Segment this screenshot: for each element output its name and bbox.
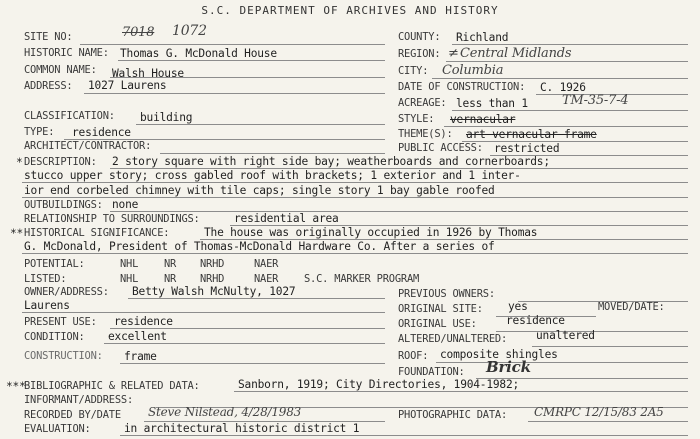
informant-label: INFORMANT/ADDRESS: xyxy=(24,394,134,406)
county-label: COUNTY: xyxy=(398,31,441,43)
common-name-label: COMMON NAME: xyxy=(24,64,97,76)
style-label: STYLE: xyxy=(398,113,435,125)
photographic-rule xyxy=(528,421,688,422)
bibliographic-rule xyxy=(234,391,688,392)
significance-rule-2 xyxy=(22,253,688,254)
potential-nhl: NHL xyxy=(120,258,139,270)
present-use-value: residence xyxy=(114,315,173,328)
acreage-rule xyxy=(452,110,688,111)
themes-value: art vernacular frame xyxy=(466,128,597,141)
condition-label: CONDITION: xyxy=(24,331,85,343)
style-value: vernacular xyxy=(450,113,516,126)
moved-date-label: MOVED/DATE: xyxy=(598,301,665,313)
altered-label: ALTERED/UNALTERED: xyxy=(398,333,508,345)
region-rule xyxy=(446,61,688,62)
foundation-value: Brick xyxy=(486,358,531,376)
altered-rule xyxy=(532,346,688,347)
city-label: CITY: xyxy=(398,65,429,77)
historic-name-label: HISTORIC NAME: xyxy=(24,47,109,59)
potential-naer: NAER xyxy=(254,258,279,270)
description-mark: * xyxy=(16,156,23,169)
city-value: Columbia xyxy=(442,63,504,78)
potential-nrhd: NRHD xyxy=(200,258,225,270)
significance-mark: ** xyxy=(10,227,24,240)
description-line-2: stucco upper story; cross gabled roof with brackets; 1 exterior and 1 inter- xyxy=(24,169,521,182)
architect-rule xyxy=(160,153,385,154)
bibliographic-mark: *** xyxy=(6,380,26,393)
recorded-by-label: RECORDED BY/DATE xyxy=(24,409,121,421)
potential-label: POTENTIAL: xyxy=(24,258,85,270)
photographic-label: PHOTOGRAPHIC DATA: xyxy=(398,409,508,421)
acreage-note: TM-35-7-4 xyxy=(562,93,629,108)
site-no-rule xyxy=(80,44,385,45)
construction-value: frame xyxy=(124,350,157,363)
condition-rule xyxy=(104,343,385,344)
architect-label: ARCHITECT/CONTRACTOR: xyxy=(24,140,152,152)
significance-line-2: G. McDonald, President of Thomas-McDonald Hardware Co. After a series of xyxy=(24,240,495,253)
roof-value: composite shingles xyxy=(440,348,558,361)
relationship-label: RELATIONSHIP TO SURROUNDINGS: xyxy=(24,213,200,225)
classification-rule xyxy=(136,124,385,125)
outbuildings-label: OUTBUILDINGS: xyxy=(24,199,103,211)
listed-label: LISTED: xyxy=(24,273,67,285)
present-use-rule xyxy=(110,328,385,329)
common-name-value: Walsh House xyxy=(112,67,184,80)
owner-rule-1 xyxy=(128,298,385,299)
original-use-label: ORIGINAL USE: xyxy=(398,318,477,330)
description-line-3: ior end corbeled chimney with tile caps; single story 1 bay gable roofed xyxy=(24,184,495,197)
listed-marker-program: S.C. MARKER PROGRAM xyxy=(304,273,420,285)
listed-nr: NR xyxy=(164,273,177,285)
original-site-label: ORIGINAL SITE: xyxy=(398,303,483,315)
evaluation-rule xyxy=(120,435,688,436)
original-site-value: yes xyxy=(508,300,528,313)
historic-name-rule xyxy=(118,60,385,61)
photographic-value: CMRPC 12/15/83 2A5 xyxy=(534,405,664,419)
county-rule xyxy=(452,44,688,45)
roof-rule xyxy=(436,362,688,363)
outbuildings-rule xyxy=(110,211,688,212)
classification-label: CLASSIFICATION: xyxy=(24,110,115,122)
address-label: ADDRESS: xyxy=(24,80,73,92)
description-label: DESCRIPTION: xyxy=(24,156,97,168)
bibliographic-label: BIBLIOGRAPHIC & RELATED DATA: xyxy=(24,380,200,392)
public-access-label: PUBLIC ACCESS: xyxy=(398,142,483,154)
region-label: REGION: xyxy=(398,48,441,60)
evaluation-label: EVALUATION: xyxy=(24,423,91,435)
owner-value: Betty Walsh McNulty, 1027 xyxy=(132,285,296,298)
relationship-value: residential area xyxy=(234,212,339,225)
historic-name-value: Thomas G. McDonald House xyxy=(120,47,277,60)
region-mark: ≠ xyxy=(448,46,459,61)
description-rule-2 xyxy=(22,182,688,183)
acreage-value: less than 1 xyxy=(456,97,528,110)
type-label: TYPE: xyxy=(24,126,55,138)
potential-nr: NR xyxy=(164,258,177,270)
roof-label: ROOF: xyxy=(398,350,429,362)
owner-value-2: Laurens xyxy=(24,299,70,312)
type-value: residence xyxy=(72,126,131,139)
outbuildings-value: none xyxy=(112,198,139,211)
public-access-value: restricted xyxy=(494,142,560,155)
city-rule xyxy=(432,78,688,79)
listed-nhl: NHL xyxy=(120,273,139,285)
recorded-by-value: Steve Nilstead, 4/28/1983 xyxy=(148,405,302,419)
common-name-rule xyxy=(110,77,385,78)
construction-label: CONSTRUCTION: xyxy=(24,350,103,362)
region-value: Central Midlands xyxy=(460,46,572,61)
evaluation-value: in architectural historic district 1 xyxy=(124,422,360,435)
themes-label: THEME(S): xyxy=(398,128,453,140)
significance-label: HISTORICAL SIGNIFICANCE: xyxy=(24,227,170,239)
description-line-1: 2 story square with right side bay; weatherboards and cornerboards; xyxy=(112,155,550,168)
owner-label: OWNER/ADDRESS: xyxy=(24,286,109,298)
site-no-value: 1072 xyxy=(172,23,207,39)
present-use-label: PRESENT USE: xyxy=(24,316,97,328)
bibliographic-value: Sanborn, 1919; City Directories, 1904-1982; xyxy=(238,378,520,391)
date-of-construction-value: C. 1926 xyxy=(540,81,586,94)
address-rule xyxy=(84,93,385,94)
site-no-label: SITE NO: xyxy=(24,31,73,43)
style-rule xyxy=(444,126,688,127)
original-use-value: residence xyxy=(506,314,565,327)
foundation-label: FOUNDATION: xyxy=(398,366,465,378)
county-value: Richland xyxy=(456,31,509,44)
construction-rule xyxy=(120,363,385,364)
significance-line-1: The house was originally occupied in 1926 by Thomas xyxy=(204,226,538,239)
site-no-crossed: 7018 xyxy=(122,25,155,40)
owner-rule-2 xyxy=(22,312,385,313)
address-value: 1027 Laurens xyxy=(88,79,167,92)
date-of-construction-label: DATE OF CONSTRUCTION: xyxy=(398,81,526,93)
listed-naer: NAER xyxy=(254,273,279,285)
condition-value: excellent xyxy=(108,330,167,343)
listed-nrhd: NRHD xyxy=(200,273,225,285)
previous-owners-label: PREVIOUS OWNERS: xyxy=(398,288,495,300)
acreage-label: ACREAGE: xyxy=(398,97,447,109)
altered-value: unaltered xyxy=(536,329,595,342)
classification-value: building xyxy=(140,111,193,124)
card-header: S.C. DEPARTMENT OF ARCHIVES AND HISTORY xyxy=(201,4,499,17)
